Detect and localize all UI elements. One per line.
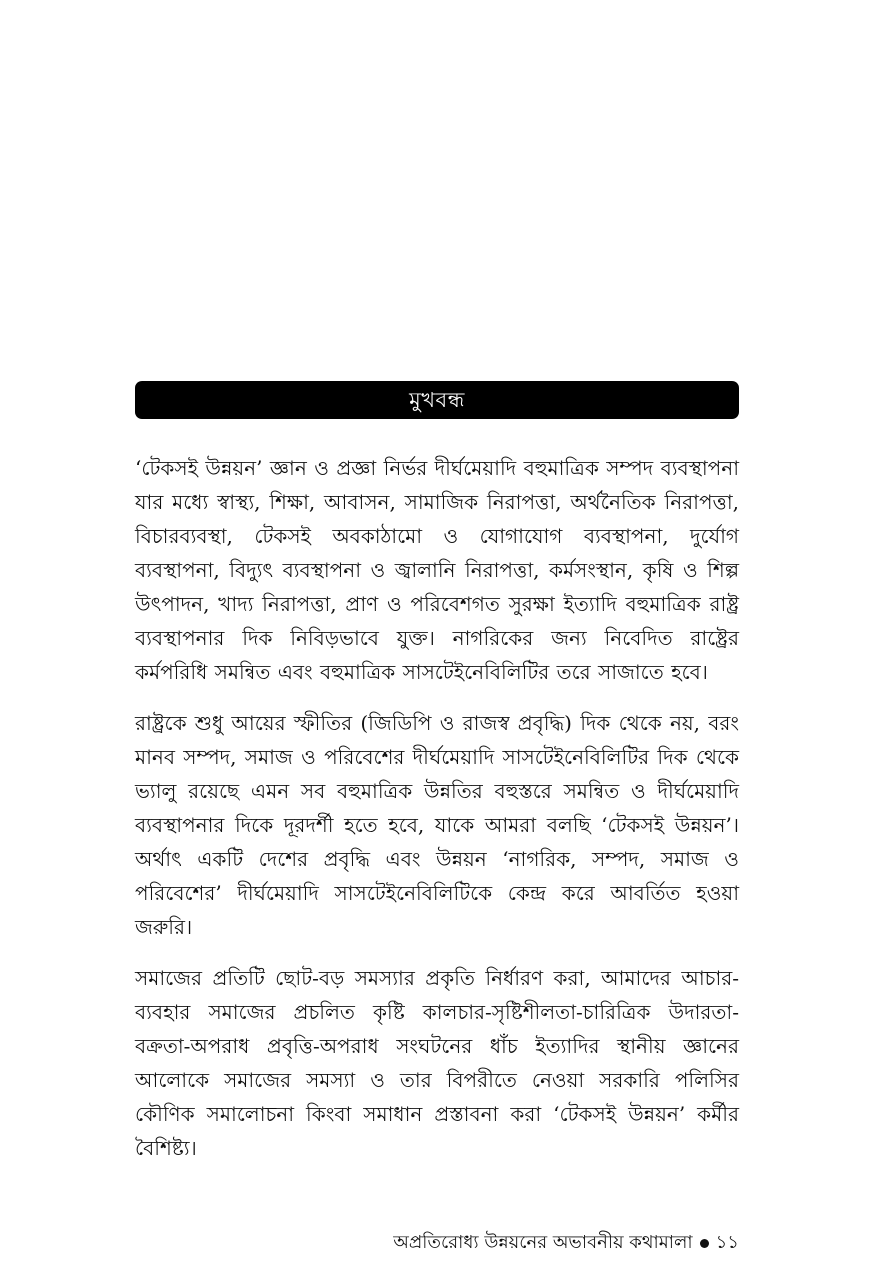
chapter-title: মুখবন্ধ xyxy=(409,387,465,412)
page-footer xyxy=(393,1232,739,1254)
chapter-heading-bar xyxy=(135,381,739,419)
paragraph-1: ‘টেকসই উন্নয়ন’ জ্ঞান ও প্রজ্ঞা নির্ভর দীর্ঘমেয়াদি বহুমাত্রিক সম্পদ ব্যবস্থাপনা যার মধ্যে স্বাস্থ্য, শিক্ষা, আবাসন, সামাজিক নিরাপত্তা, অর্থনৈতিক নিরাপত্তা, বিচারব্যবস্থা, টেকসই অবকাঠামো ও যোগাযোগ ব্যবস্থাপনা, দুর্যোগ ব্যবস্থাপনা, বিদ্যুৎ ব্যবস্থাপনা ও জ্বালানি নিরাপত্তা, কর্মসংস্থান, কৃষি ও শিল্প উৎপাদন, খাদ্য নিরাপত্তা, প্রাণ ও পরিবেশগত সুরক্ষা ইত্যাদি বহুমাত্রিক রাষ্ট্র ব্যবস্থাপনার দিক নিবিড়ভাবে যুক্ত। নাগরিকের জন্য নিবেদিত রাষ্ট্রের কর্মপরিধি সমন্বিত এবং বহুমাত্রিক সাসটেইনেবিলিটির তরে সাজাতে হবে। xyxy=(135,456,739,684)
body-text xyxy=(135,451,739,1182)
running-title: অপ্রতিরোধ্য উন্নয়নের অভাবনীয় কথামালা xyxy=(393,1232,693,1253)
bullet-separator-icon xyxy=(700,1239,709,1248)
paragraph-2: রাষ্ট্রকে শুধু আয়ের স্ফীতির (জিডিপি ও রাজস্ব প্রবৃদ্ধি) দিক থেকে নয়, বরং মানব সম্পদ, সমাজ ও পরিবেশের দীর্ঘমেয়াদি সাসটেইনেবিলিটির দিক থেকে ভ্যালু রয়েছে এমন সব বহুমাত্রিক উন্নতির বহুস্তরে সমন্বিত ও দীর্ঘমেয়াদি ব্যবস্থাপনার দিকে দূরদর্শী হতে হবে, যাকে আমরা বলছি ‘টেকসই উন্নয়ন’। অর্থাৎ একটি দেশের প্রবৃদ্ধি এবং উন্নয়ন ‘নাগরিক, সম্পদ, সমাজ ও পরিবেশের’ দীর্ঘমেয়াদি সাসটেইনেবিলিটিকে কেন্দ্র করে আবর্তিত হওয়া জরুরি। xyxy=(135,711,739,939)
paragraph-3: সমাজের প্রতিটি ছোট-বড় সমস্যার প্রকৃতি নির্ধারণ করা, আমাদের আচার-ব্যবহার সমাজের প্রচলিত কৃষ্টি কালচার-সৃষ্টিশীলতা-চারিত্রিক উদারতা-বক্রতা-অপরাধ প্রবৃত্তি-অপরাধ সংঘটনের ধাঁচ ইত্যাদির স্থানীয় জ্ঞানের আলোকে সমাজের সমস্যা ও তার বিপরীতে নেওয়া সরকারি পলিসির কৌণিক সমালোচনা কিংবা সমাধান প্রস্তাবনা করা ‘টেকসই উন্নয়ন’ কর্মীর বৈশিষ্ট্য। xyxy=(135,966,739,1160)
page-number: ১১ xyxy=(715,1232,739,1253)
